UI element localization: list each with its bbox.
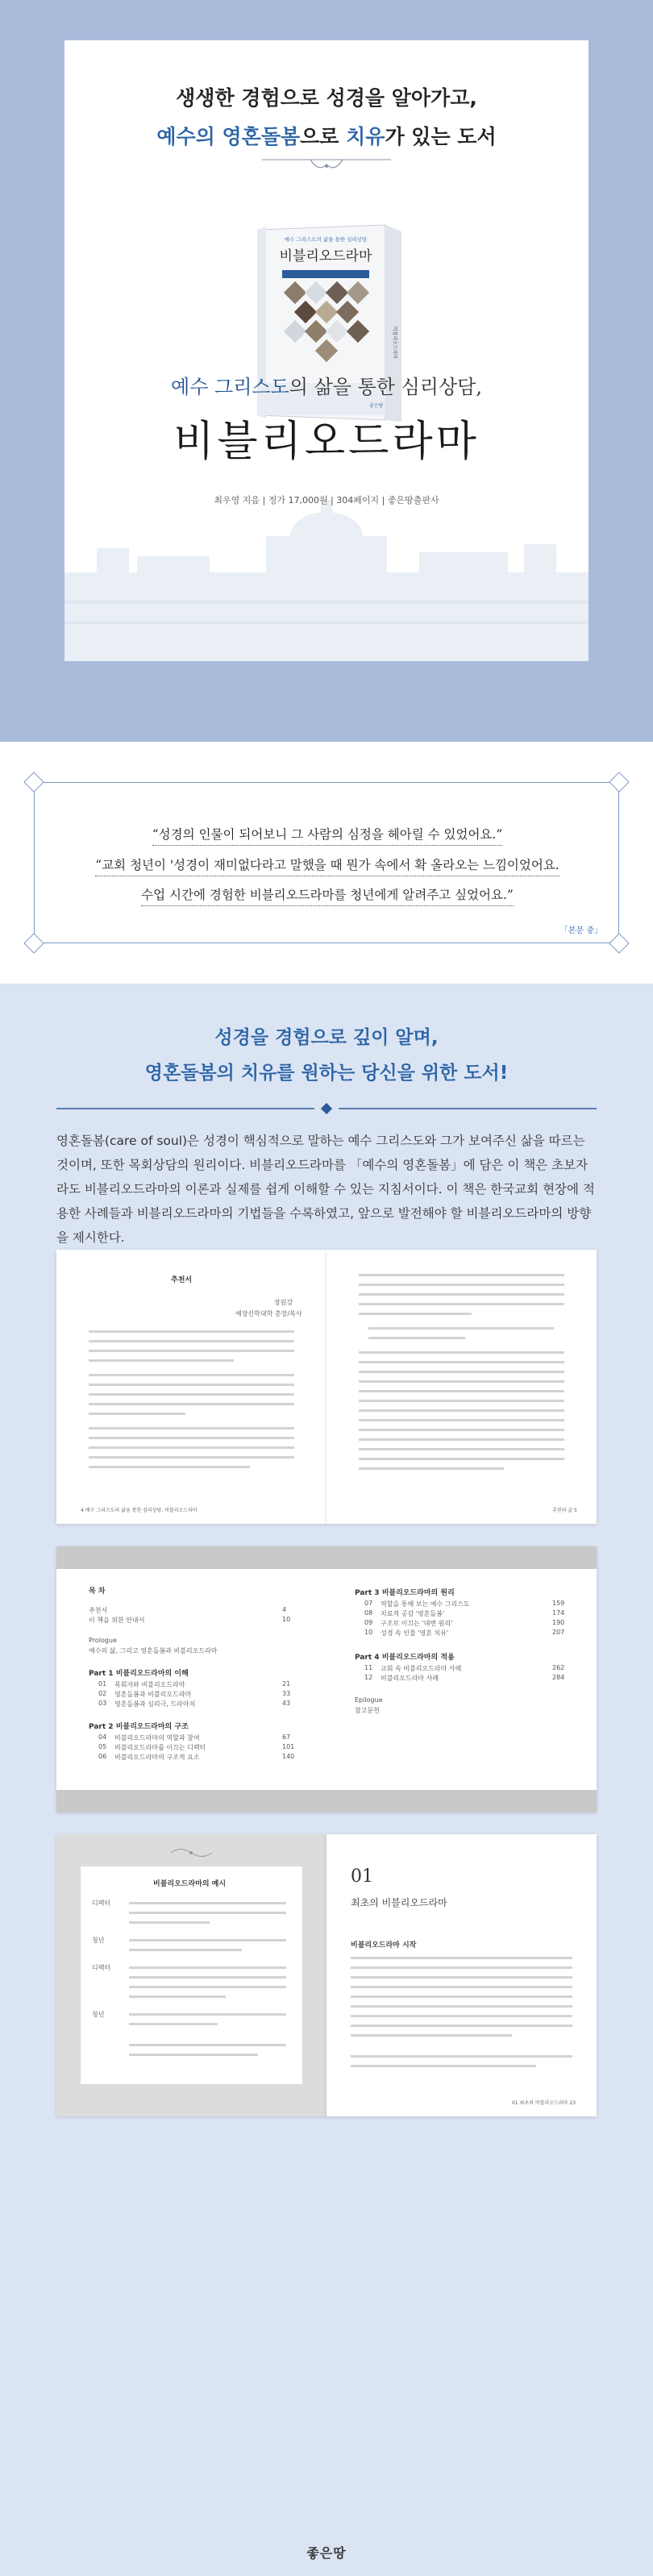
- page-ornament-icon: [169, 1846, 214, 1860]
- toc-item: 치료적 공감 '영혼돌봄': [381, 1610, 445, 1617]
- book-publisher: 좋은땅: [369, 403, 384, 409]
- dialog-label: 청년: [92, 1937, 105, 1944]
- quote-section: [0, 742, 653, 984]
- toc-item-page: 284: [552, 1674, 565, 1681]
- toc-item-page: 43: [282, 1700, 291, 1707]
- toc-item-page: 159: [552, 1600, 565, 1607]
- toc-front-page: 4: [282, 1606, 287, 1613]
- ornament-icon: [262, 153, 391, 177]
- quote-line-2: “교회 청년이 '성경이 재미없다라고 말했을 때 뭔가 속에서 확 올라오는 느낌이었어요.: [35, 855, 620, 873]
- toc-epilogue: Epilogue: [355, 1696, 383, 1704]
- intro-heading-2: 영혼돌봄의 치유를 원하는 당신을 위한 도서!: [144, 1063, 509, 1084]
- recommend-author: 장원강: [274, 1299, 293, 1306]
- hero-title: 비블리오드라마: [173, 418, 480, 466]
- toc-item-num: 05: [98, 1743, 107, 1750]
- toc-item: 역할을 통해 보는 예수 그리스도: [381, 1600, 470, 1608]
- toc-top-band: [56, 1546, 597, 1569]
- toc-item-num: 09: [364, 1619, 373, 1626]
- toc-item-num: 02: [98, 1690, 107, 1697]
- quote-line-3: 수업 시간에 경험한 비블리오드라마를 청년에게 알려주고 싶었어요.”: [35, 885, 620, 903]
- toc-item-num: 08: [364, 1609, 373, 1617]
- toc-front-item: 이 책을 위한 안내서: [89, 1617, 145, 1624]
- skyline-illustration: [64, 460, 589, 661]
- toc-item-num: 01: [98, 1680, 107, 1688]
- toc-part-title: Part 1 비블리오드라마의 이해: [89, 1670, 189, 1678]
- headline-text-3: 가 있는 도서: [385, 125, 497, 148]
- hero-section: [0, 0, 653, 742]
- preview-page-right-1: [326, 1250, 597, 1524]
- page-footer-left: 4 예수 그리스도의 삶을 통한 심리상담, 비블리오드라마: [81, 1508, 198, 1513]
- hero-subtitle: [64, 371, 589, 399]
- dialog-label: 청년: [92, 2011, 105, 2018]
- preview-page-right-3: [326, 1834, 597, 2116]
- toc-item: 교회 속 비블리오드라마 사례: [381, 1665, 462, 1672]
- toc-item: 목회자와 비블리오드라마: [114, 1681, 185, 1688]
- book-spine-text: 비블리오드라마: [392, 326, 397, 360]
- toc-item: 성경 속 인물 '영혼 치유': [381, 1629, 449, 1637]
- toc-item-page: 174: [552, 1609, 565, 1617]
- toc-spread: [56, 1546, 597, 1812]
- toc-item: 영혼돌봄과 심리극, 드라마치: [114, 1700, 196, 1708]
- intro-section: [0, 984, 653, 2576]
- dialog-label: 디렉터: [92, 1964, 111, 1971]
- page-footer-right: 추천의 글 5: [552, 1508, 577, 1513]
- toc-item-num: 07: [364, 1600, 373, 1607]
- toc-item-num: 06: [98, 1753, 107, 1760]
- quote-box: [34, 782, 619, 943]
- preview-page-left-3: [56, 1834, 326, 2116]
- chapter-title: 최초의 비블리오드라마: [351, 1897, 447, 1908]
- recommend-author-role: 예장신학대학 총장/목사: [235, 1310, 302, 1317]
- toc-item: 비블리오드라마를 이끄는 디렉터: [114, 1744, 206, 1751]
- page-footer-right-3: 01 최초의 비블리오드라마 23: [512, 2100, 576, 2106]
- toc-item: 비블리오드라마의 구조적 요소: [114, 1754, 200, 1761]
- toc-heading: 목 차: [89, 1588, 106, 1596]
- headline-text-2: 으로: [300, 125, 347, 148]
- toc-item-num: 12: [364, 1674, 373, 1681]
- section-title: 비블리오드라마 시작: [351, 1941, 417, 1950]
- headline-highlight-2: 치유: [346, 125, 385, 148]
- chapter-number: 01: [351, 1866, 373, 1887]
- hero-card: [64, 40, 589, 661]
- toc-item-num: 04: [98, 1733, 107, 1741]
- hero-headline-line2: [64, 121, 589, 150]
- toc-item-page: 33: [282, 1690, 291, 1697]
- toc-item-page: 190: [552, 1619, 565, 1626]
- divider-ornament-icon: [56, 1103, 597, 1114]
- quote-source: 「본문 중」: [559, 926, 602, 935]
- toc-part-title: Part 4 비블리오드라마의 적용: [355, 1654, 455, 1662]
- toc-item: 비블리오드라마의 역할과 참여: [114, 1734, 200, 1742]
- hero-meta: 최우영 지음 | 정가 17,000원 | 304페이지 | 좋은땅출판사: [214, 495, 439, 506]
- hero-headline-line1: 생생한 경험으로 성경을 알아가고,: [176, 86, 477, 110]
- footer: [0, 2532, 653, 2576]
- toc-item-num: 11: [364, 1664, 373, 1671]
- toc-item: 구조로 이끄는 '대변 원리': [381, 1620, 453, 1627]
- toc-item: 영혼돌봄과 비블리오드라마: [114, 1691, 192, 1698]
- toc-bottom-band: [56, 1790, 597, 1812]
- example-box: [81, 1866, 302, 2084]
- headline-highlight-1: 예수의 영혼돌봄: [156, 125, 301, 148]
- toc-item-num: 10: [364, 1629, 373, 1636]
- publisher-logo: 좋은땅: [306, 2545, 347, 2561]
- book-title: 비블리오드라마: [279, 248, 372, 264]
- toc-part-title: Part 3 비블리오드라마의 원리: [355, 1589, 455, 1597]
- book-top-line: 예수 그리스도의 삶을 통한 심리상담: [284, 236, 368, 243]
- corner-ornament: [609, 933, 629, 953]
- toc-item-page: 140: [282, 1753, 295, 1760]
- toc-prologue-label: Prologue: [89, 1637, 117, 1644]
- example-box-title: 비블리오드라마의 예시: [153, 1880, 227, 1888]
- corner-ornament: [23, 772, 44, 792]
- toc-front-item: 추천서: [89, 1607, 108, 1614]
- toc-references: 참고문헌: [355, 1707, 380, 1714]
- dialog-label: 디렉터: [92, 1900, 111, 1907]
- hero-subtitle-rest: 의 삶을 통한 심리상담,: [289, 376, 482, 398]
- corner-ornament: [23, 933, 44, 953]
- toc-prologue-text: 예수의 삶, 그리고 영혼돌봄과 비블리오드라마: [89, 1647, 218, 1654]
- toc-item-page: 262: [552, 1664, 565, 1671]
- recommend-heading: 추천서: [171, 1276, 193, 1284]
- toc-item-page: 101: [282, 1743, 295, 1750]
- toc-item-page: 207: [552, 1629, 565, 1636]
- intro-paragraph: 영혼돌봄(care of soul)은 성경이 핵심적으로 말하는 예수 그리스도와 그가 보여주신 삶을 따르는 것이며, 또한 목회상담의 원리이다. 비블리오드라마를 「예수의 영혼돌봄」에 담은 이 책은 초보자라도 비블리오드라마의 이론과 실제를 쉽게 이해할 수 있는 지침서이다. 이 책은 한국교회 현장에 적용한 사례들과 비블리오드라마의 기법들을 수록하였고, 앞으로 발전해야 할 비블리오드라마의 방향을 제시한다.: [56, 1134, 595, 1245]
- quote-line-1: “성경의 인물이 되어보니 그 사람의 심정을 헤아릴 수 있었어요.”: [35, 825, 620, 843]
- toc-item-page: 67: [282, 1733, 291, 1741]
- toc-item-page: 21: [282, 1680, 291, 1688]
- toc-item: 비블리오드라마 사례: [381, 1675, 439, 1682]
- toc-front-page: 10: [282, 1616, 291, 1623]
- toc-item-num: 03: [98, 1700, 107, 1707]
- hero-subtitle-highlight: 예수 그리스도: [171, 376, 289, 398]
- preview-page-left-1: [56, 1250, 326, 1524]
- toc-part-title: Part 2 비블리오드라마의 구조: [89, 1723, 189, 1731]
- corner-ornament: [609, 772, 629, 792]
- intro-heading-1: 성경을 경험으로 깊이 알며,: [214, 1027, 439, 1048]
